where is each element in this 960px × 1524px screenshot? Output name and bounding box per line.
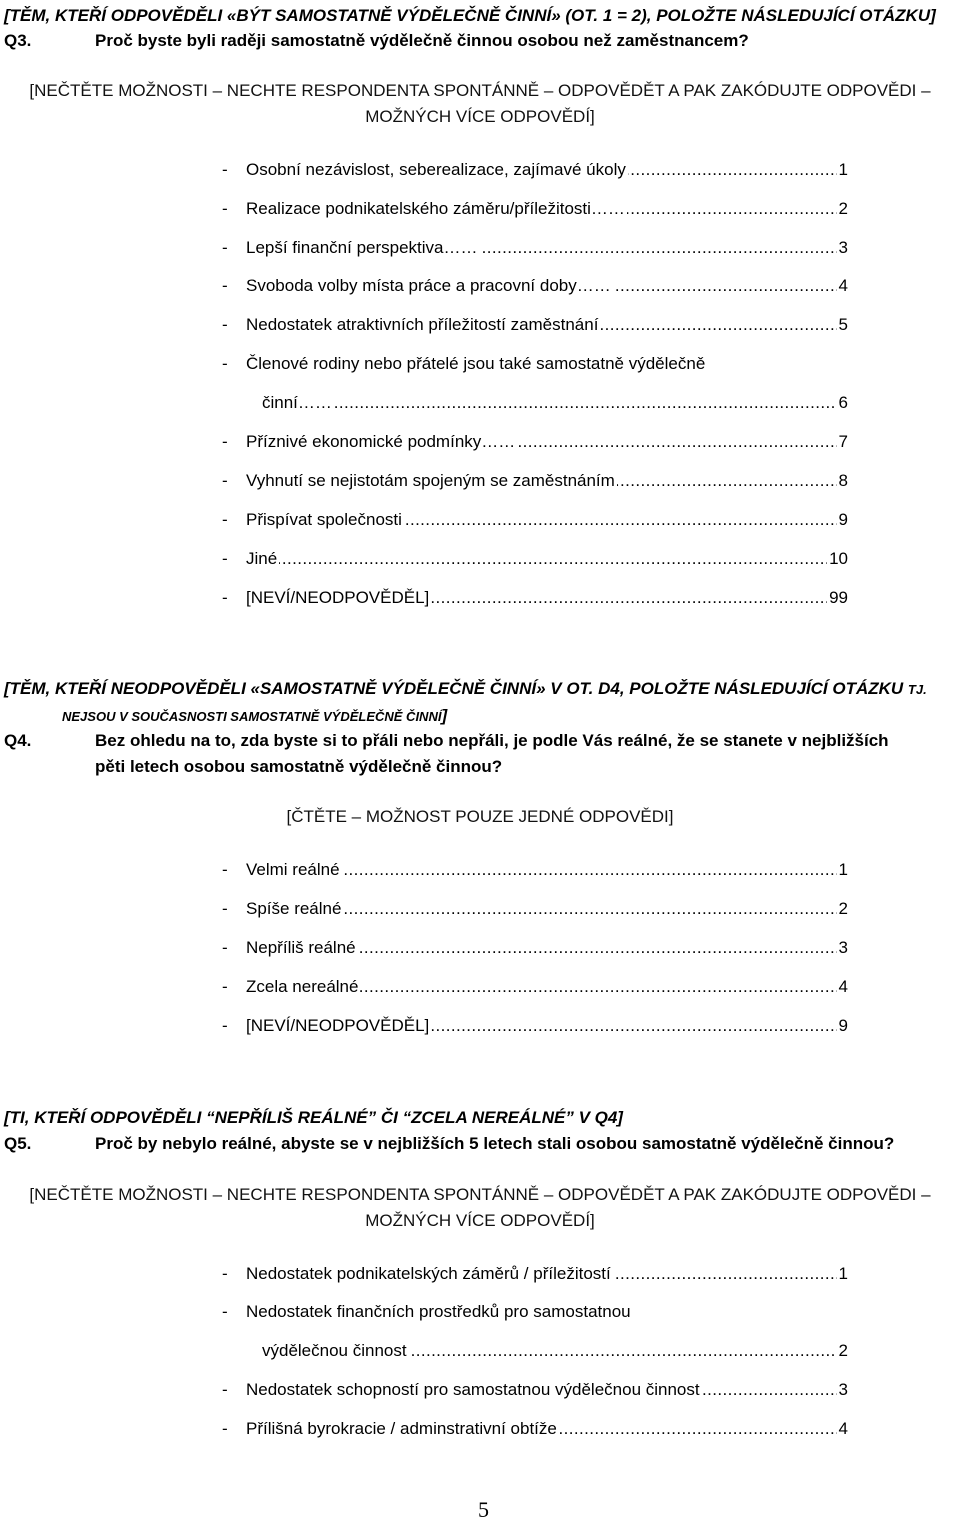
q4-option-2: - Spíše reálné ..... 2 [222,899,848,921]
option-code: 9 [838,510,848,529]
q3-option-99: - [NEVÍ/NEODPOVĚDĚL] ..... 99 [222,588,848,610]
q4-filter-line1: [TĚM, KTEŘÍ NEODPOVĚDĚLI «SAMOSTATNĚ VÝDĚLEČNĚ ČINNÍ» V OT. D4, POLOŽTE NÁSLEDUJÍCÍ OTÁZKU [4,679,904,698]
q4-filter-close: ] [441,706,448,725]
q4-filter-line2: NEJSOU V SOUČASNOSTI SAMOSTATNĚ VÝDĚLEČNĚ ČINNÍ [62,709,442,724]
option-label: Nedostatek podnikatelských záměrů / příležitostí [246,1264,611,1283]
q4-filter-instruction [4,679,927,699]
q5-option-1: - Nedostatek podnikatelských záměrů / příležitostí ..... 1 [222,1264,848,1286]
option-label: Realizace podnikatelského záměru/příležitosti…… [246,199,625,218]
option-code: 10 [829,549,848,568]
option-code: 1 [838,860,848,879]
option-code: 6 [838,393,848,412]
option-label: Nedostatek atraktivních příležitostí zaměstnání [246,315,599,334]
option-label: [NEVÍ/NEODPOVĚDĚL] [246,1016,430,1035]
option-label: Nedostatek finančních prostředků pro samostatnou [246,1302,631,1321]
q3-option-3: - Lepší finanční perspektiva…… ..... 3 [222,238,848,260]
q4-number: Q4. [4,731,32,750]
q5-number: Q5. [4,1134,32,1153]
q3-option-4: - Svoboda volby místa práce a pracovní doby…… ..... 4 [222,276,848,298]
option-label: Zcela nereálné [246,977,359,996]
q3-number: Q3. [4,31,32,50]
option-code: 8 [838,471,848,490]
option-label: Přispívat společnosti [246,510,402,529]
q4-option-9: - [NEVÍ/NEODPOVĚDĚL] ..... 9 [222,1016,848,1038]
option-code: 4 [838,276,848,295]
q4-option-4: - Zcela nereálné ..... 4 [222,977,848,999]
option-label: Velmi reálné [246,860,340,879]
option-label: Svoboda volby místa práce a pracovní doby…… [246,276,611,295]
q5-option-4: - Přílišná byrokracie / adminstrativní obtíže ..... 4 [222,1419,848,1441]
q3-instruction-line1: [NEČTĚTE MOŽNOSTI – NECHTE RESPONDENTA SPONTÁNNĚ – ODPOVĚDĚT A PAK ZAKÓDUJTE ODPOVĚDI – [29,81,931,100]
q5-option-3: - Nedostatek schopností pro samostatnou výdělečnou činnost ..... 3 [222,1380,848,1402]
q4-filter-tj: TJ. [907,682,927,697]
q3-option-1: - Osobní nezávislost, seberealizace, zajímavé úkoly ..... 1 [222,160,848,182]
option-code: 2 [838,1341,848,1360]
option-label: Příznivé ekonomické podmínky…… [246,432,516,451]
option-code: 99 [829,588,848,607]
q5-option-2: - Nedostatek finančních prostředků pro samostatnou [222,1302,631,1321]
q5-question: Proč by nebylo reálné, abyste se v nejbližších 5 letech stali osobou samostatně výdělečně činnou? [95,1134,895,1153]
q5-filter-instruction: [TI, KTEŘÍ ODPOVĚDĚLI “NEPŘÍLIŠ REÁLNÉ” ČI “ZCELA NEREÁLNÉ” V Q4] [4,1108,623,1127]
q3-option-6-continued [262,393,848,415]
q4-question-line1: Bez ohledu na to, zda byste si to přáli nebo nepřáli, je podle Vás reálné, že se stanete v nejbližších [95,731,889,750]
option-label: Přílišná byrokracie / adminstrativní obtíže [246,1419,557,1438]
q3-filter-instruction: [TĚM, KTEŘÍ ODPOVĚDĚLI «BÝT SAMOSTATNĚ VÝDĚLEČNĚ ČINNÍ» (OT. 1 = 2), POLOŽTE NÁSLEDUJÍCÍ OTÁZKU] [4,6,936,25]
option-code: 1 [838,1264,848,1283]
q3-instruction-line2: MOŽNÝCH VÍCE ODPOVĚDÍ] [365,107,595,126]
option-label-continued: činní…… [262,393,332,412]
option-code: 3 [838,238,848,257]
q5-option-2-continued [262,1341,848,1363]
option-label: Členové rodiny nebo přátelé jsou také samostatně výdělečně [246,354,706,373]
option-label: Lepší finanční perspektiva…… [246,238,478,257]
q5-instruction-line1: [NEČTĚTE MOŽNOSTI – NECHTE RESPONDENTA SPONTÁNNĚ – ODPOVĚDĚT A PAK ZAKÓDUJTE ODPOVĚDI – [29,1185,931,1204]
q3-option-10: - Jiné ..... 10 [222,549,848,571]
q4-option-3: - Nepříliš reálné ..... 3 [222,938,848,960]
option-label: [NEVÍ/NEODPOVĚDĚL] [246,588,430,607]
option-code: 5 [838,315,848,334]
q3-option-8: - Vyhnutí se nejistotám spojeným se zaměstnáním ..... 8 [222,471,848,493]
q3-option-7: - Příznivé ekonomické podmínky…… ..... 7 [222,432,848,454]
option-code: 3 [838,938,848,957]
q4-instruction: [ČTĚTE – MOŽNOST POUZE JEDNÉ ODPOVĚDI] [286,807,674,826]
option-label: Osobní nezávislost, seberealizace, zajímavé úkoly [246,160,626,179]
option-label: Spíše reálné [246,899,342,918]
q4-option-1: - Velmi reálné ..... 1 [222,860,848,882]
option-code: 2 [838,899,848,918]
q3-option-6: - Členové rodiny nebo přátelé jsou také samostatně výdělečně [222,354,706,373]
option-code: 7 [838,432,848,451]
option-code: 4 [838,977,848,996]
q4-filter-line2-wrap [62,706,447,726]
q3-option-2: - Realizace podnikatelského záměru/příležitosti…… ..... 2 [222,199,848,221]
option-code: 1 [838,160,848,179]
option-label-continued: výdělečnou činnost [262,1341,407,1360]
q3-option-5: - Nedostatek atraktivních příležitostí zaměstnání ..... 5 [222,315,848,337]
q3-question: Proč byste byli raději samostatně výdělečně činnou osobou než zaměstnancem? [95,31,749,50]
q4-question-line2: pěti letech osobou samostatně výdělečně činnou? [95,757,503,776]
page-number: 5 [478,1497,489,1522]
option-code: 3 [838,1380,848,1399]
q5-instruction-line2: MOŽNÝCH VÍCE ODPOVĚDÍ] [365,1211,595,1230]
option-label: Nedostatek schopností pro samostatnou výdělečnou činnost [246,1380,700,1399]
option-label: Vyhnutí se nejistotám spojeným se zaměstnáním [246,471,615,490]
q3-option-9: - Přispívat společnosti ..... 9 [222,510,848,532]
option-label: Jiné [246,549,278,568]
option-code: 9 [838,1016,848,1035]
option-code: 2 [838,199,848,218]
option-label: Nepříliš reálné [246,938,356,957]
option-code: 4 [838,1419,848,1438]
